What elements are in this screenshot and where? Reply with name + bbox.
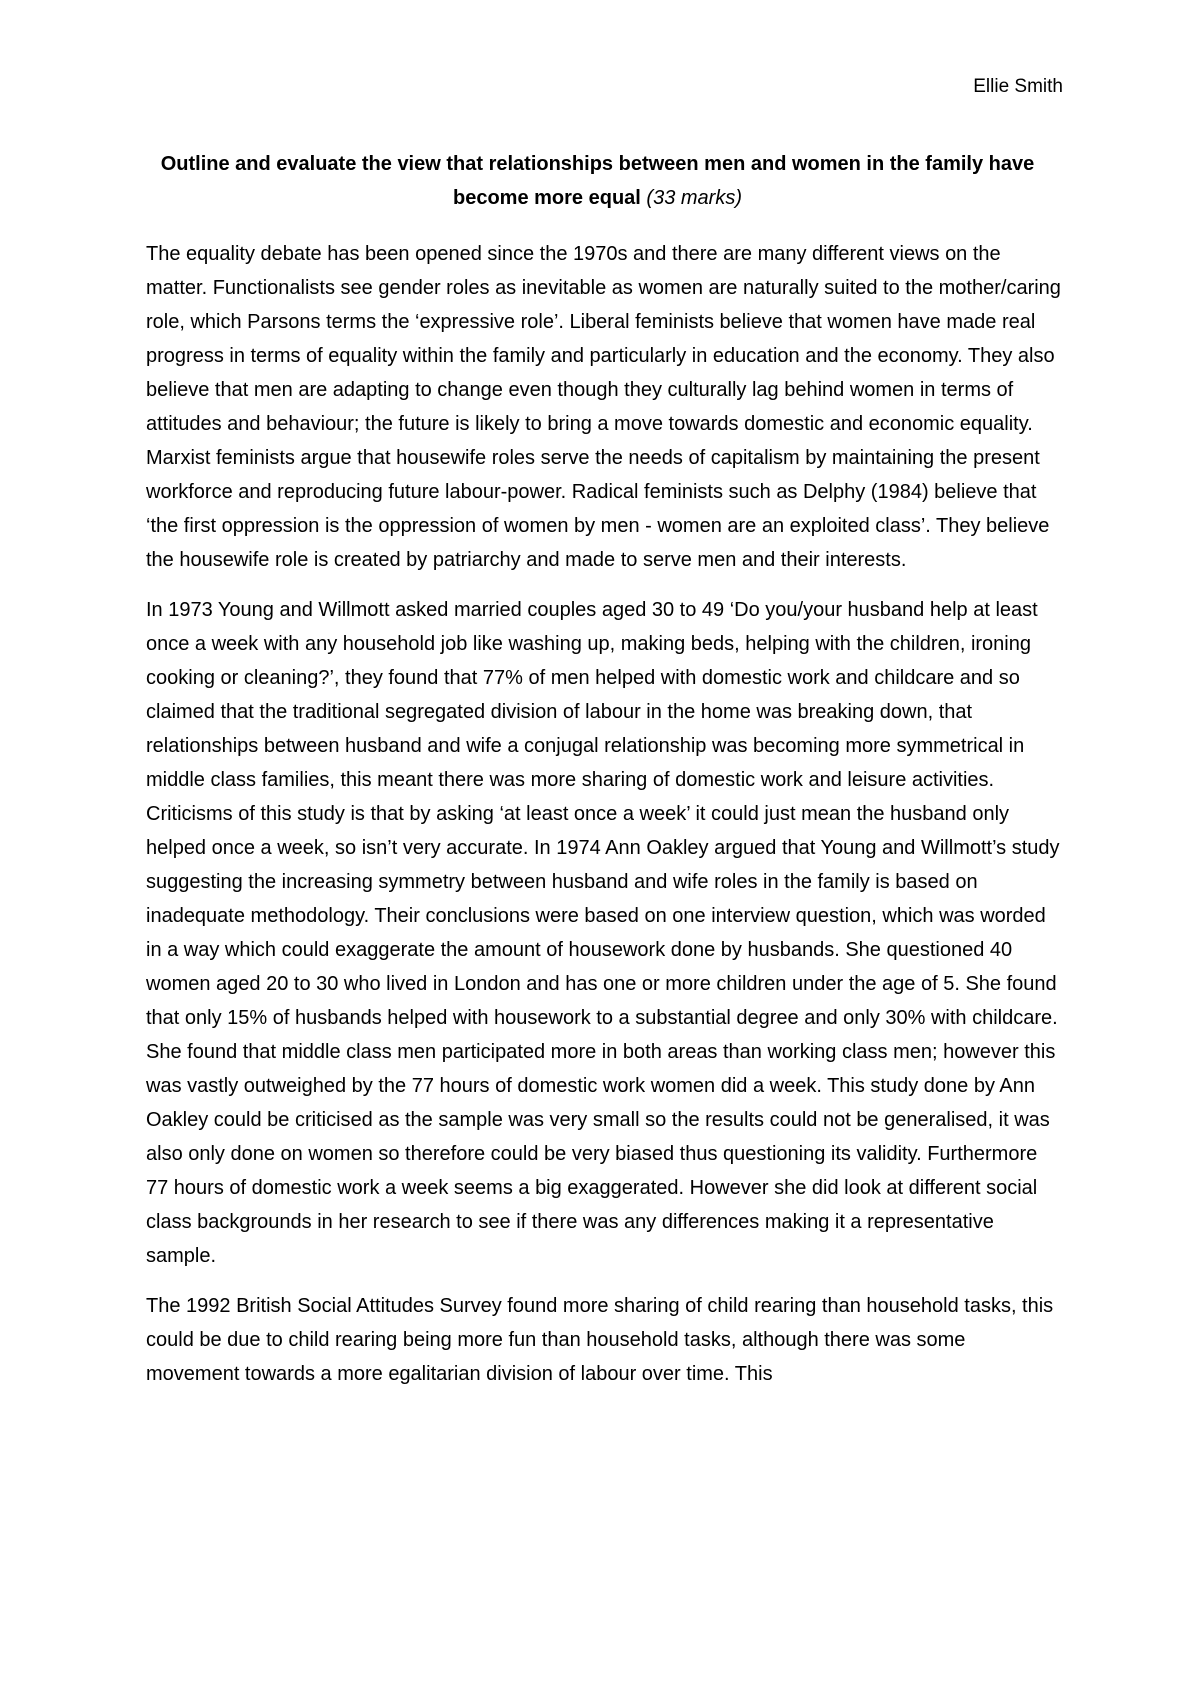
essay-question: Outline and evaluate the view that relationships between men and women in the family have become more equal: [160, 153, 1035, 209]
essay-body: [146, 237, 1061, 1407]
author-name: Ellie Smith: [973, 76, 1063, 97]
paragraph-young-willmott-oakley: In 1973 Young and Willmott asked married couples aged 30 to 49 ‘Do you/your husband help at least once a week with any household job like washing up, making beds, helping with the children, ironing cooking or cleaning?’, they found that 77% of men helped with domestic work and childcare and so claimed that the traditional segregated division of labour in the home was breaking down, that relationships between husband and wife a conjugal relationship was becoming more symmetrical in middle class families, this meant there was more sharing of domestic work and leisure activities. Criticisms of this study is that by asking ‘at least once a week’ it could just mean the husband only helped once a week, so isn’t very accurate. In 1974 Ann Oakley argued that Young and Willmott’s study suggesting the increasing symmetry between husband and wife roles in the family is based on inadequate methodology. Their conclusions were based on one interview question, which was worded in a way which could exaggerate the amount of housework done by husbands. She questioned 40 women aged 20 to 30 who lived in London and has one or more children under the age of 5. She found that only 15% of husbands helped with housework to a substantial degree and only 30% with childcare. She found that middle class men participated more in both areas than working class men; however this was vastly outweighed by the 77 hours of domestic work women did a week. This study done by Ann Oakley could be criticised as the sample was very small so the results could not be generalised, it was also only done on women so therefore could be very biased thus questioning its validity. Furthermore 77 hours of domestic work a week seems a big exaggerated. However she did look at different social class backgrounds in her research to see if there was any differences making it a representative sample.: [146, 599, 1060, 1267]
essay-title: [145, 147, 1050, 215]
marks-label: (33 marks): [646, 187, 742, 209]
paragraph-introduction: The equality debate has been opened since the 1970s and there are many different views on the matter. Functionalists see gender roles as inevitable as women are naturally suited to the mother/caring role, which Parsons terms the ‘expressive role’. Liberal feminists believe that women have made real progress in terms of equality within the family and particularly in education and the economy. They also believe that men are adapting to change even though they culturally lag behind women in terms of attitudes and behaviour; the future is likely to bring a move towards domestic and economic equality. Marxist feminists argue that housewife roles serve the needs of capitalism by maintaining the present workforce and reproducing future labour-power. Radical feminists such as Delphy (1984) believe that ‘the first oppression is the oppression of women by men - women are an exploited class’. They believe the housewife role is created by patriarchy and made to serve men and their interests.: [146, 243, 1061, 571]
paragraph-british-social-attitudes: The 1992 British Social Attitudes Survey found more sharing of child rearing than household tasks, this could be due to child rearing being more fun than household tasks, although there was some movement towards a more egalitarian division of labour over time. This: [146, 1295, 1054, 1385]
